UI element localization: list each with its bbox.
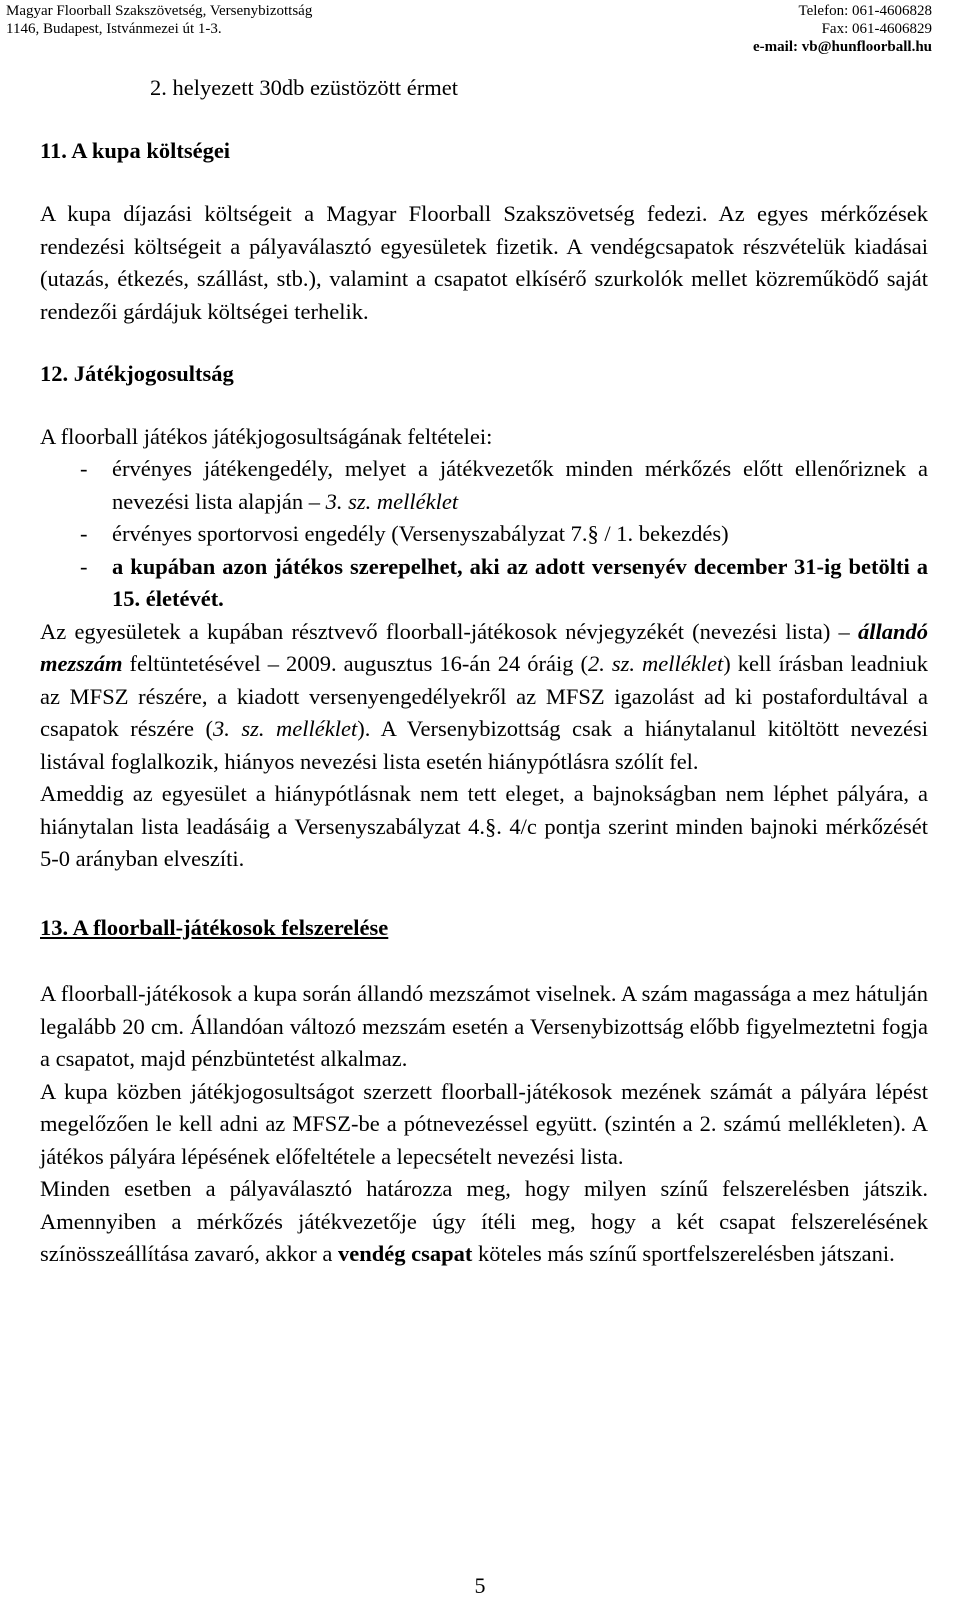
eligibility-medical-text: érvényes sportorvosi engedély (Versenyszabályzat 7.§ / 1. bekezdés) [112,521,729,546]
p1-part-d: ). A Versenybizottság csak a hiánytalanul kitöltött nevezési listával foglalkozik, hiányos nevezési lista esetén hiánypótlásra szólít fel. [40,716,929,774]
header-right [753,2,932,56]
annex-3-ref: 3. sz. melléklet [325,488,459,514]
section-12-paragraph-1 [40,616,928,779]
prize-line: 2. helyezett 30db ezüstözött érmet [150,75,459,100]
section-12-heading: 12. Játékjogosultság [40,361,234,386]
header-org: Magyar Floorball Szakszövetség, Versenybizottság [6,3,313,19]
section-11-text: A kupa díjazási költségeit a Magyar Floorball Szakszövetség fedezi. Az egyes mérkőzések rendezési költségeit a pályaválasztó egyesületek fizetik. A vendégcsapatok részvételük kiadásai (utazás, étkezés, szállást, stb.), valamint a csapatot elkísérő szurkolók mellet közreműködő saját rendezői gárdájuk költségei terhelik. [40,201,928,324]
p1-part-a: Az egyesületek a kupában résztvevő floorball-játékosok névjegyzékét (nevezési lista) – [40,618,858,644]
permanent-number-emphasis: állandó mezszám [40,618,928,676]
section-13-paragraph-1: A floorball-játékosok a kupa során állandó mezszámot viselnek. A szám magassága a mez hátulján legalább 20 cm. Állandóan változó mezszám esetén a Versenybizottság előbb figyelmeztetni fogja a csapatot, majd pénzbüntetést alkalmaz. [40,981,928,1071]
list-dash: - [80,553,88,579]
page-number: 5 [474,1573,486,1598]
eligibility-list [40,453,928,616]
p3-part-b: köteles más színű sportfelszerelésben játszani. [472,1241,895,1266]
section-12-intro: A floorball játékos játékjogosultságának feltételei: [40,423,493,449]
eligibility-item-age [40,551,928,616]
header-email: e-mail: vb@hunfloorball.hu [753,39,932,55]
annex-2-ref: 2. sz. melléklet [587,651,724,676]
eligibility-age-text: a kupában azon játékos szerepelhet, aki az adott versenyév december 31-ig betölti a 15. életévét. [112,553,928,611]
list-dash: - [80,521,88,546]
section-13-paragraph-2: A kupa közben játékjogosultságot szerzett floorball-játékosok mezének számát a pályára lépést megelőzően le kell adni az MFSZ-be a pótnevezéssel együtt. (szintén a 2. számú mellékleten). A játékos pályára lépésének előfeltétele a lepecsételt nevezési lista. [40,1078,928,1169]
p1-part-c: ) kell írásban leadniuk az MFSZ részére, a kiadott versenyengedélyekről az MFSZ igazolást ad ki postafordultával a csapatok részére ( [40,651,928,741]
document-body [40,68,928,1271]
p1-part-b: feltüntetésével – 2009. augusztus 16-án 24 óráig ( [122,651,588,676]
section-13-heading: 13. A floorball-játékosok felszerelése [40,914,389,940]
header-phone: Telefon: 061-4606828 [798,3,932,19]
annex-3-ref-2: 3. sz. melléklet [212,716,358,741]
header-address: 1146, Budapest, Istvánmezei út 1-3. [6,21,222,37]
header-fax: Fax: 061-4606829 [821,21,932,37]
section-11-heading: 11. A kupa költségei [40,137,231,163]
section-13-paragraph-3 [40,1173,928,1271]
eligibility-item-medical [40,518,928,551]
visiting-team-emphasis: vendég csapat [338,1241,473,1266]
header-left [6,2,312,38]
p3-part-a: Minden esetben a pályaválasztó határozza meg, hogy milyen színű felszerelésben játszik. Amennyiben a mérkőzés játékvezetője úgy ítéli meg, hogy a két csapat felszerelésének színösszeállítása zavaró, akkor a [40,1176,928,1266]
eligibility-license-text: érvényes játékengedély, melyet a játékvezetők minden mérkőzés előtt ellenőriznek a nevezési lista alapján – [112,456,928,514]
eligibility-item-license [40,453,928,518]
list-dash: - [80,456,88,481]
section-12-paragraph-2: Ameddig az egyesület a hiánypótlásnak nem tett eleget, a bajnokságban nem léphet pályára, a hiánytalan lista leadásáig a Versenyszabályzat 4.§. 4/c pontja szerint minden bajnoki mérkőzését 5-0 arányban elveszíti. [40,781,928,871]
